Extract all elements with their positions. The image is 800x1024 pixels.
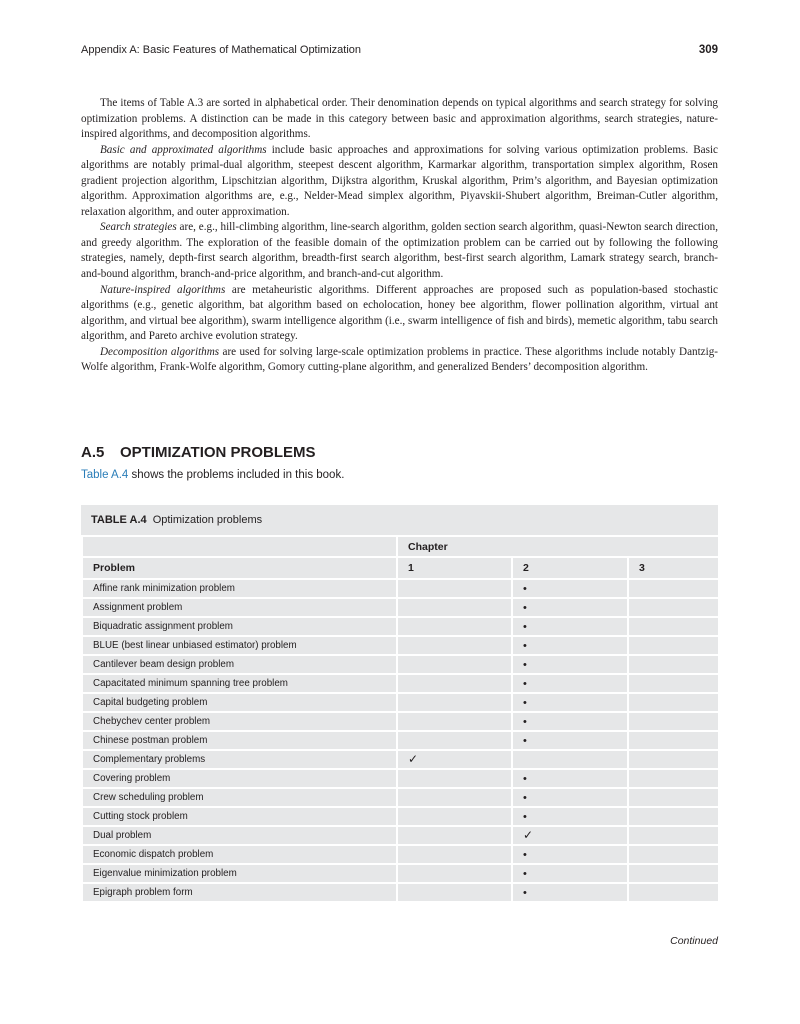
chapter-1-mark bbox=[397, 845, 512, 864]
check-mark-icon: ✓ bbox=[523, 828, 534, 842]
table-header-row bbox=[82, 557, 719, 579]
bullet-mark-icon: • bbox=[523, 677, 527, 690]
table-row bbox=[82, 598, 719, 617]
problem-name: BLUE (best linear unbiased estimator) problem bbox=[82, 636, 397, 655]
chapter-1-mark bbox=[397, 826, 512, 845]
bullet-mark-icon: • bbox=[523, 639, 527, 652]
chapter-1-mark bbox=[397, 617, 512, 636]
paragraph-lead: Decomposition algorithms bbox=[100, 345, 220, 358]
bullet-mark-icon: • bbox=[523, 582, 527, 595]
bullet-mark-icon: • bbox=[523, 772, 527, 785]
chapter-1-mark bbox=[397, 807, 512, 826]
bullet-mark-icon: • bbox=[523, 848, 527, 861]
chapter-1-mark bbox=[397, 579, 512, 598]
running-head-title: Appendix A: Basic Features of Mathematical Optimization bbox=[81, 44, 362, 56]
chapter-3-mark bbox=[628, 712, 719, 731]
table-row bbox=[82, 617, 719, 636]
table-row bbox=[82, 636, 719, 655]
chapter-2-mark bbox=[512, 788, 628, 807]
problem-name: Assignment problem bbox=[82, 598, 397, 617]
bullet-mark-icon: • bbox=[523, 696, 527, 709]
chapter-3-mark bbox=[628, 864, 719, 883]
table-row bbox=[82, 807, 719, 826]
table-body bbox=[81, 535, 720, 903]
intro-text: shows the problems included in this book. bbox=[128, 469, 345, 481]
problem-name: Covering problem bbox=[82, 769, 397, 788]
problem-name: Biquadratic assignment problem bbox=[82, 617, 397, 636]
problem-name: Cutting stock problem bbox=[82, 807, 397, 826]
column-header-problem: Problem bbox=[82, 557, 397, 579]
table-row bbox=[82, 788, 719, 807]
chapter-2-mark bbox=[512, 712, 628, 731]
chapter-3-mark bbox=[628, 598, 719, 617]
table-row bbox=[82, 579, 719, 598]
chapter-2-mark bbox=[512, 750, 628, 769]
chapter-1-mark bbox=[397, 655, 512, 674]
chapter-3-mark bbox=[628, 826, 719, 845]
chapter-2-mark bbox=[512, 864, 628, 883]
section-number: A.5 bbox=[81, 444, 105, 461]
chapter-2-mark bbox=[512, 826, 628, 845]
running-head bbox=[81, 44, 718, 60]
chapter-1-mark bbox=[397, 788, 512, 807]
paragraph bbox=[81, 96, 718, 143]
chapter-1-mark bbox=[397, 693, 512, 712]
table-cell-empty bbox=[82, 536, 397, 557]
chapter-2-mark bbox=[512, 769, 628, 788]
optimization-problems-table bbox=[81, 505, 718, 903]
table-row bbox=[82, 883, 719, 902]
bullet-mark-icon: • bbox=[523, 886, 527, 899]
column-header-chapter-1: 1 bbox=[397, 557, 512, 579]
chapter-1-mark bbox=[397, 712, 512, 731]
chapter-3-mark bbox=[628, 883, 719, 902]
table-row bbox=[82, 731, 719, 750]
paragraph-text: are used for solving large-scale optimization problems in practice. These algorithms include notably Dantzig-Wolfe algorithm, Frank-Wolfe algorithm, Gomory cutting-plane algorithm, and generalized Benders’ decomposition algorithm. bbox=[81, 345, 718, 374]
problem-name: Dual problem bbox=[82, 826, 397, 845]
bullet-mark-icon: • bbox=[523, 620, 527, 633]
problem-name: Crew scheduling problem bbox=[82, 788, 397, 807]
bullet-mark-icon: • bbox=[523, 601, 527, 614]
chapter-2-mark bbox=[512, 598, 628, 617]
paragraph bbox=[81, 283, 718, 345]
paragraph-text: The items of Table A.3 are sorted in alphabetical order. Their denomination depends on typical algorithms and search strategy for solving optimization problems. A distinction can be made in this category between basic and approximation algorithms, search strategies, nature-inspired algorithms, and decomposition algorithms. bbox=[81, 97, 718, 141]
table-row bbox=[82, 750, 719, 769]
paragraph-lead: Search strategies bbox=[100, 221, 177, 234]
paragraph bbox=[81, 220, 718, 282]
chapter-2-mark bbox=[512, 693, 628, 712]
chapter-3-mark bbox=[628, 636, 719, 655]
table-row bbox=[82, 769, 719, 788]
paragraph bbox=[81, 143, 718, 221]
bullet-mark-icon: • bbox=[523, 715, 527, 728]
chapter-2-mark bbox=[512, 674, 628, 693]
chapter-3-mark bbox=[628, 693, 719, 712]
problem-name: Chebychev center problem bbox=[82, 712, 397, 731]
chapter-1-mark bbox=[397, 769, 512, 788]
problem-name: Capacitated minimum spanning tree problem bbox=[82, 674, 397, 693]
bullet-mark-icon: • bbox=[523, 658, 527, 671]
chapter-2-mark bbox=[512, 845, 628, 864]
table-row bbox=[82, 864, 719, 883]
bullet-mark-icon: • bbox=[523, 810, 527, 823]
chapter-1-mark bbox=[397, 731, 512, 750]
paragraph bbox=[81, 345, 718, 376]
table-caption bbox=[81, 505, 718, 535]
chapter-3-mark bbox=[628, 655, 719, 674]
table-reference-link[interactable]: Table A.4 bbox=[81, 469, 129, 481]
chapter-3-mark bbox=[628, 617, 719, 636]
body-text bbox=[81, 96, 718, 376]
paragraph-text: include basic approaches and approximations for solving various optimization problems. Basic algorithms are notably primal-dual algorithm, steepest descent algorithm, Karmarkar algorithm, transportation simplex algorithm, Rosen gradient projection algorithm, Lipschitzian algorithm, Dijkstra algorithm, Kruskal algorithm, Prim’s algorithm, and Bayesian optimization algorithm. Approximation algorithms are, e.g., Nelder-Mead simplex algorithm, Piyavskii-Shubert algorithm, Breiman-Cutler algorithm, relaxation algorithm, and outer approximation. bbox=[81, 143, 718, 218]
chapter-1-mark bbox=[397, 864, 512, 883]
section-title: OPTIMIZATION PROBLEMS bbox=[120, 444, 316, 461]
chapter-1-mark bbox=[397, 883, 512, 902]
column-header-chapter-2: 2 bbox=[512, 557, 628, 579]
table-row bbox=[82, 674, 719, 693]
problem-name: Epigraph problem form bbox=[82, 883, 397, 902]
table-row bbox=[82, 655, 719, 674]
problem-name: Affine rank minimization problem bbox=[82, 579, 397, 598]
table-row bbox=[82, 845, 719, 864]
problem-name: Eigenvalue minimization problem bbox=[82, 864, 397, 883]
table-row bbox=[82, 826, 719, 845]
chapter-3-mark bbox=[628, 731, 719, 750]
chapter-3-mark bbox=[628, 807, 719, 826]
table-label: TABLE A.4 bbox=[91, 514, 147, 526]
check-mark-icon: ✓ bbox=[408, 752, 419, 766]
chapter-2-mark bbox=[512, 636, 628, 655]
table-row bbox=[82, 712, 719, 731]
chapter-2-mark bbox=[512, 579, 628, 598]
chapter-2-mark bbox=[512, 655, 628, 674]
chapter-3-mark bbox=[628, 750, 719, 769]
chapter-3-mark bbox=[628, 788, 719, 807]
section-heading bbox=[81, 444, 316, 461]
chapter-1-mark bbox=[397, 598, 512, 617]
chapter-2-mark bbox=[512, 807, 628, 826]
bullet-mark-icon: • bbox=[523, 734, 527, 747]
continued-label: Continued bbox=[670, 935, 718, 947]
chapter-3-mark bbox=[628, 845, 719, 864]
chapter-2-mark bbox=[512, 883, 628, 902]
paragraph-lead: Basic and approximated algorithms bbox=[100, 143, 267, 156]
problem-name: Economic dispatch problem bbox=[82, 845, 397, 864]
bullet-mark-icon: • bbox=[523, 791, 527, 804]
paragraph-lead: Nature-inspired algorithms bbox=[100, 283, 226, 296]
chapter-1-mark bbox=[397, 750, 512, 769]
chapter-1-mark bbox=[397, 674, 512, 693]
table-row bbox=[82, 693, 719, 712]
problem-name: Chinese postman problem bbox=[82, 731, 397, 750]
problem-name: Cantilever beam design problem bbox=[82, 655, 397, 674]
paragraph-text: are metaheuristic algorithms. Different approaches are proposed such as population-based stochastic algorithms (e.g., genetic algorithm, bat algorithm based on echolocation, honey bee algorithm, flower pollination algorithm, virtual ant algorithm, and virtual bee algorithm), swarm intelligence algorithm (i.e., swarm intelligence of fish and birds), memetic algorithm, tabu search algorithm, and Pareto archive evolution strategy. bbox=[81, 283, 718, 343]
chapter-3-mark bbox=[628, 674, 719, 693]
table-caption-text: Optimization problems bbox=[152, 514, 263, 526]
chapter-3-mark bbox=[628, 579, 719, 598]
bullet-mark-icon: • bbox=[523, 867, 527, 880]
problem-name: Complementary problems bbox=[82, 750, 397, 769]
table-chapter-row bbox=[82, 536, 719, 557]
chapter-3-mark bbox=[628, 769, 719, 788]
column-header-chapter-3: 3 bbox=[628, 557, 719, 579]
chapter-1-mark bbox=[397, 636, 512, 655]
intro-line bbox=[81, 469, 344, 481]
chapter-2-mark bbox=[512, 731, 628, 750]
problem-name: Capital budgeting problem bbox=[82, 693, 397, 712]
page-number: 309 bbox=[698, 44, 718, 56]
chapter-2-mark bbox=[512, 617, 628, 636]
paragraph-text: are, e.g., hill-climbing algorithm, line-search algorithm, golden section search algorithm, quasi-Newton search direction, and greedy algorithm. The exploration of the feasible domain of the optimization problem can be carried out by following the following strategies, namely, depth-first search algorithm, breadth-first search algorithm, best-first search algorithm, Lamark strategy search, branch-and-bound algorithm, branch-and-price algorithm, and branch-and-cut algorithm. bbox=[81, 221, 718, 281]
chapter-header: Chapter bbox=[397, 536, 719, 557]
